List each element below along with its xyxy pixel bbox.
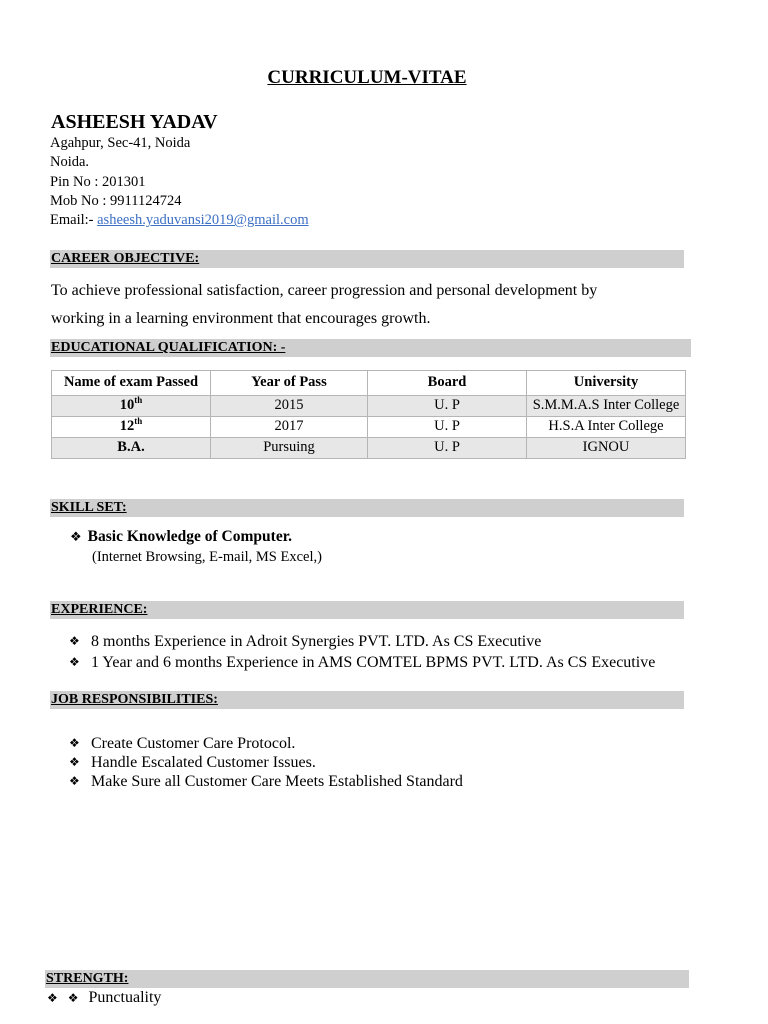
year-cell: Pursuing [211,438,368,459]
table-row [52,396,686,417]
board-cell: U. P [368,396,527,417]
table-row [52,417,686,438]
skill-detail: (Internet Browsing, E-mail, MS Excel,) [92,549,322,565]
section-education: EDUCATIONAL QUALIFICATION: - [50,339,691,357]
email-link[interactable]: asheesh.yaduvansi2019@gmail.com [97,212,309,229]
email-row [50,211,309,230]
header-board: Board [368,371,527,396]
university-cell: IGNOU [527,438,686,459]
experience-list [69,631,655,673]
skill-heading: Basic Knowledge of Computer. [87,528,293,545]
university-cell: H.S.A Inter College [527,417,686,438]
university-cell: S.M.M.A.S Inter College [527,396,686,417]
address-line-2: Noida. [50,154,90,171]
diamond-bullet-icon: ❖ [67,991,79,1005]
diamond-bullet-icon: ❖ [47,991,58,1005]
list-item: ❖ Make Sure all Customer Care Meets Established Standard [69,773,463,790]
year-cell: 2017 [211,417,368,438]
responsibilities-list [69,734,463,791]
document-title: CURRICULUM-VITAE [267,67,467,88]
list-item: ❖ Handle Escalated Customer Issues. [69,754,316,771]
career-objective-text: To achieve professional satisfaction, career progression and personal development by working in a learning environment that encourages growth. [51,282,598,327]
contact-block [50,134,309,230]
section-strength: STRENGTH: [45,970,689,988]
email-label: Email:- [50,212,98,229]
list-item: ❖ Create Customer Care Protocol. [69,735,296,752]
table-header-row [52,371,686,396]
address-line-1: Agahpur, Sec-41, Noida [50,135,191,151]
section-experience: EXPERIENCE: [50,601,684,619]
exam-cell: 10th [52,396,211,417]
diamond-bullet-icon: ❖ [69,736,80,750]
header-exam: Name of exam Passed [52,371,211,396]
candidate-name: ASHEESH YADAV [51,111,218,133]
strength-item [47,989,161,1007]
exam-cell: B.A. [52,438,211,459]
header-year: Year of Pass [211,371,368,396]
header-university: University [527,371,686,396]
strength-label: Punctuality [88,989,162,1006]
diamond-bullet-icon: ❖ [70,530,82,545]
year-cell: 2015 [211,396,368,417]
exam-cell: 12th [52,417,211,438]
diamond-bullet-icon: ❖ [69,774,80,788]
section-skill-set: SKILL SET: [50,499,684,517]
section-career-objective: CAREER OBJECTIVE: [50,250,684,268]
pin-code: Pin No : 201301 [50,173,146,190]
board-cell: U. P [368,417,527,438]
section-job-responsibilities: JOB RESPONSIBILITIES: [50,691,684,709]
diamond-bullet-icon: ❖ [69,634,80,648]
list-item: ❖ 8 months Experience in Adroit Synergies PVT. LTD. As CS Executive [69,633,542,650]
table-row [52,438,686,459]
board-cell: U. P [368,438,527,459]
skill-item [70,528,292,546]
education-table [51,370,686,459]
list-item: ❖ 1 Year and 6 months Experience in AMS COMTEL BPMS PVT. LTD. As CS Executive [69,654,656,671]
diamond-bullet-icon: ❖ [69,655,80,669]
mobile-number: Mob No : 9911124724 [50,192,182,209]
diamond-bullet-icon: ❖ [69,755,80,769]
